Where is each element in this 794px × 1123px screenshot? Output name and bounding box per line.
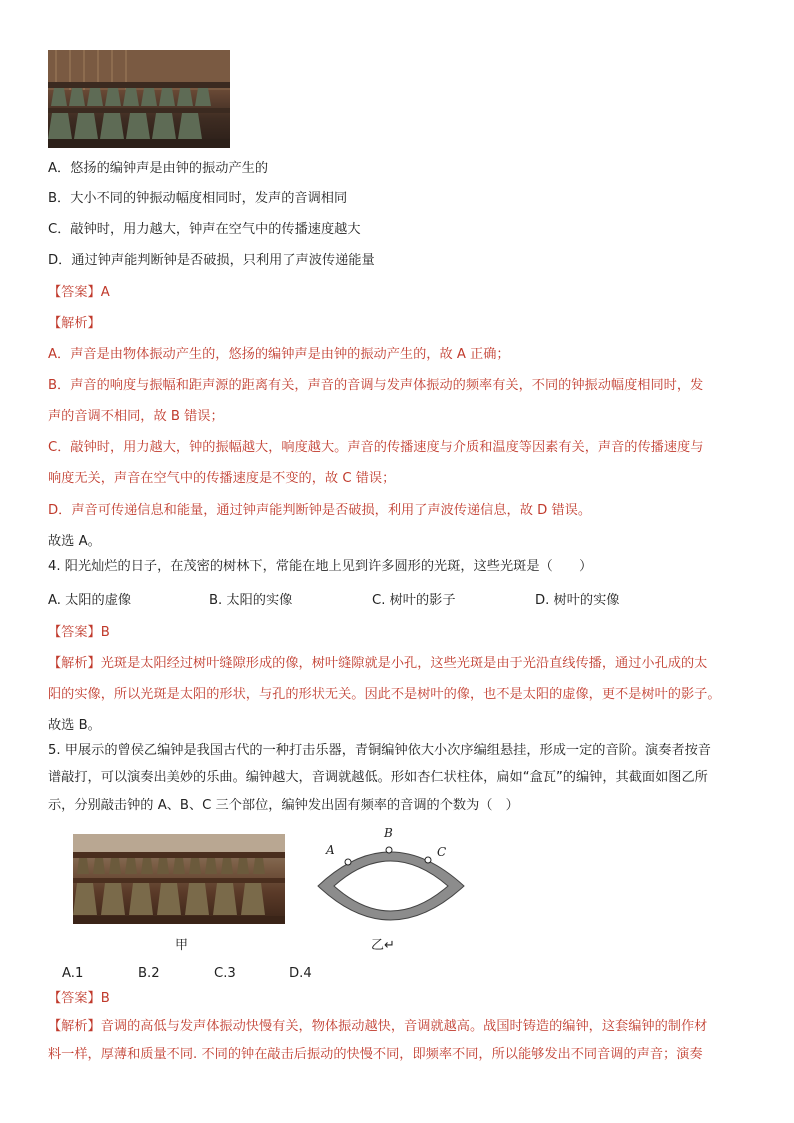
q4-stem: 4. 阳光灿烂的日子，在茂密的树林下，常能在地上见到许多圆形的光斑，这些光斑是（ ） (48, 559, 593, 574)
bells-photo-drawing (48, 50, 230, 148)
q3-analysis-line: A．声音是由物体振动产生的，悠扬的编钟声是由钟的振动产生的，故 A 正确； (48, 347, 510, 362)
q5-stem-line: 5. 甲展示的曾侯乙编钟是我国古代的一种打击乐器，青铜编钟依大小次序编组悬挂，形成一定的音阶。演奏者按音 (48, 743, 711, 758)
q4-analysis-line: 阳的实像，所以光斑是太阳的形状，与孔的形状无关。因此不是树叶的像，也不是太阳的虚像，更不是树叶的影子。 (48, 687, 721, 702)
q3-answer: 【答案】A (48, 285, 110, 300)
point-b-marker (386, 847, 392, 853)
q3-analysis-line: 响度无关，声音在空气中的传播速度是不变的，故 C 错误； (48, 471, 396, 486)
q3-option-d: D．通过钟声能判断钟是否破损，只利用了声波传递能量 (48, 253, 375, 268)
q4-conclusion: 故选 B。 (48, 718, 101, 733)
q4-option-b: B. 太阳的实像 (209, 593, 293, 608)
point-c-marker (425, 857, 431, 863)
q4-option-d: D. 树叶的实像 (535, 593, 620, 608)
q5-stem-line: 谱敲打，可以演奏出美妙的乐曲。编钟越大，音调就越低。形如杏仁状柱体，扁如“盒瓦”的编钟，其截面如图乙所 (48, 770, 708, 785)
figure-jia-caption: 甲 (175, 938, 189, 953)
q3-analysis-line: B．声音的响度与振幅和距声源的距离有关，声音的音调与发声体振动的频率有关，不同的钟振动幅度相同时，发 (48, 378, 704, 393)
point-a-label: A (326, 843, 335, 857)
q4-option-a: A. 太阳的虚像 (48, 593, 132, 608)
q5-option-d: D.4 (289, 966, 312, 981)
q5-analysis-line: 料一样，厚薄和质量不同. 不同的钟在敲击后振动的快慢不同，即频率不同，所以能够发出不同音调的声音；演奏 (48, 1047, 703, 1062)
q5-analysis-line: 【解析】音调的高低与发声体振动快慢有关，物体振动越快，音调就越高。战国时铸造的编钟，这套编钟的制作材 (48, 1019, 708, 1034)
point-b-label: B (384, 826, 393, 840)
q3-analysis-line: 声的音调不相同，故 B 错误； (48, 409, 224, 424)
bell-set-photo (73, 834, 285, 924)
q5-answer: 【答案】B (48, 991, 110, 1006)
q3-analysis-title: 【解析】 (48, 316, 101, 331)
q5-option-c: C.3 (214, 966, 236, 981)
q3-option-a: A．悠扬的编钟声是由钟的振动产生的 (48, 161, 269, 176)
q3-conclusion: 故选 A。 (48, 534, 101, 549)
point-c-label: C (437, 845, 447, 859)
q5-option-a: A.1 (62, 966, 84, 981)
figure-yi-caption: 乙↵ (371, 938, 395, 953)
q3-analysis-line: D．声音可传递信息和能量，通过钟声能判断钟是否破损，利用了声波传递信息，故 D 错误。 (48, 503, 592, 518)
q3-option-c: C．敲钟时，用力越大，钟声在空气中的传播速度越大 (48, 222, 361, 237)
q4-option-c: C. 树叶的影子 (372, 593, 456, 608)
q5-stem-line: 示，分别敲击钟的 A、B、C 三个部位，编钟发出固有频率的音调的个数为（ ） (48, 798, 519, 813)
bells-photo (48, 50, 230, 148)
point-a-marker (345, 859, 351, 865)
q4-answer: 【答案】B (48, 625, 110, 640)
q3-option-b: B．大小不同的钟振动幅度相同时，发声的音调相同 (48, 191, 348, 206)
bell-set-photo-drawing (73, 834, 285, 924)
q4-analysis-line: 【解析】光斑是太阳经过树叶缝隙形成的像，树叶缝隙就是小孔，这些光斑是由于光沿直线传播，通过小孔成的太 (48, 656, 708, 671)
q5-option-b: B.2 (138, 966, 160, 981)
q3-analysis-line: C．敲钟时，用力越大，钟的振幅越大，响度越大。声音的传播速度与介质和温度等因素有关，声音的传播速度与 (48, 440, 704, 455)
bell-cross-section-diagram (312, 826, 472, 938)
